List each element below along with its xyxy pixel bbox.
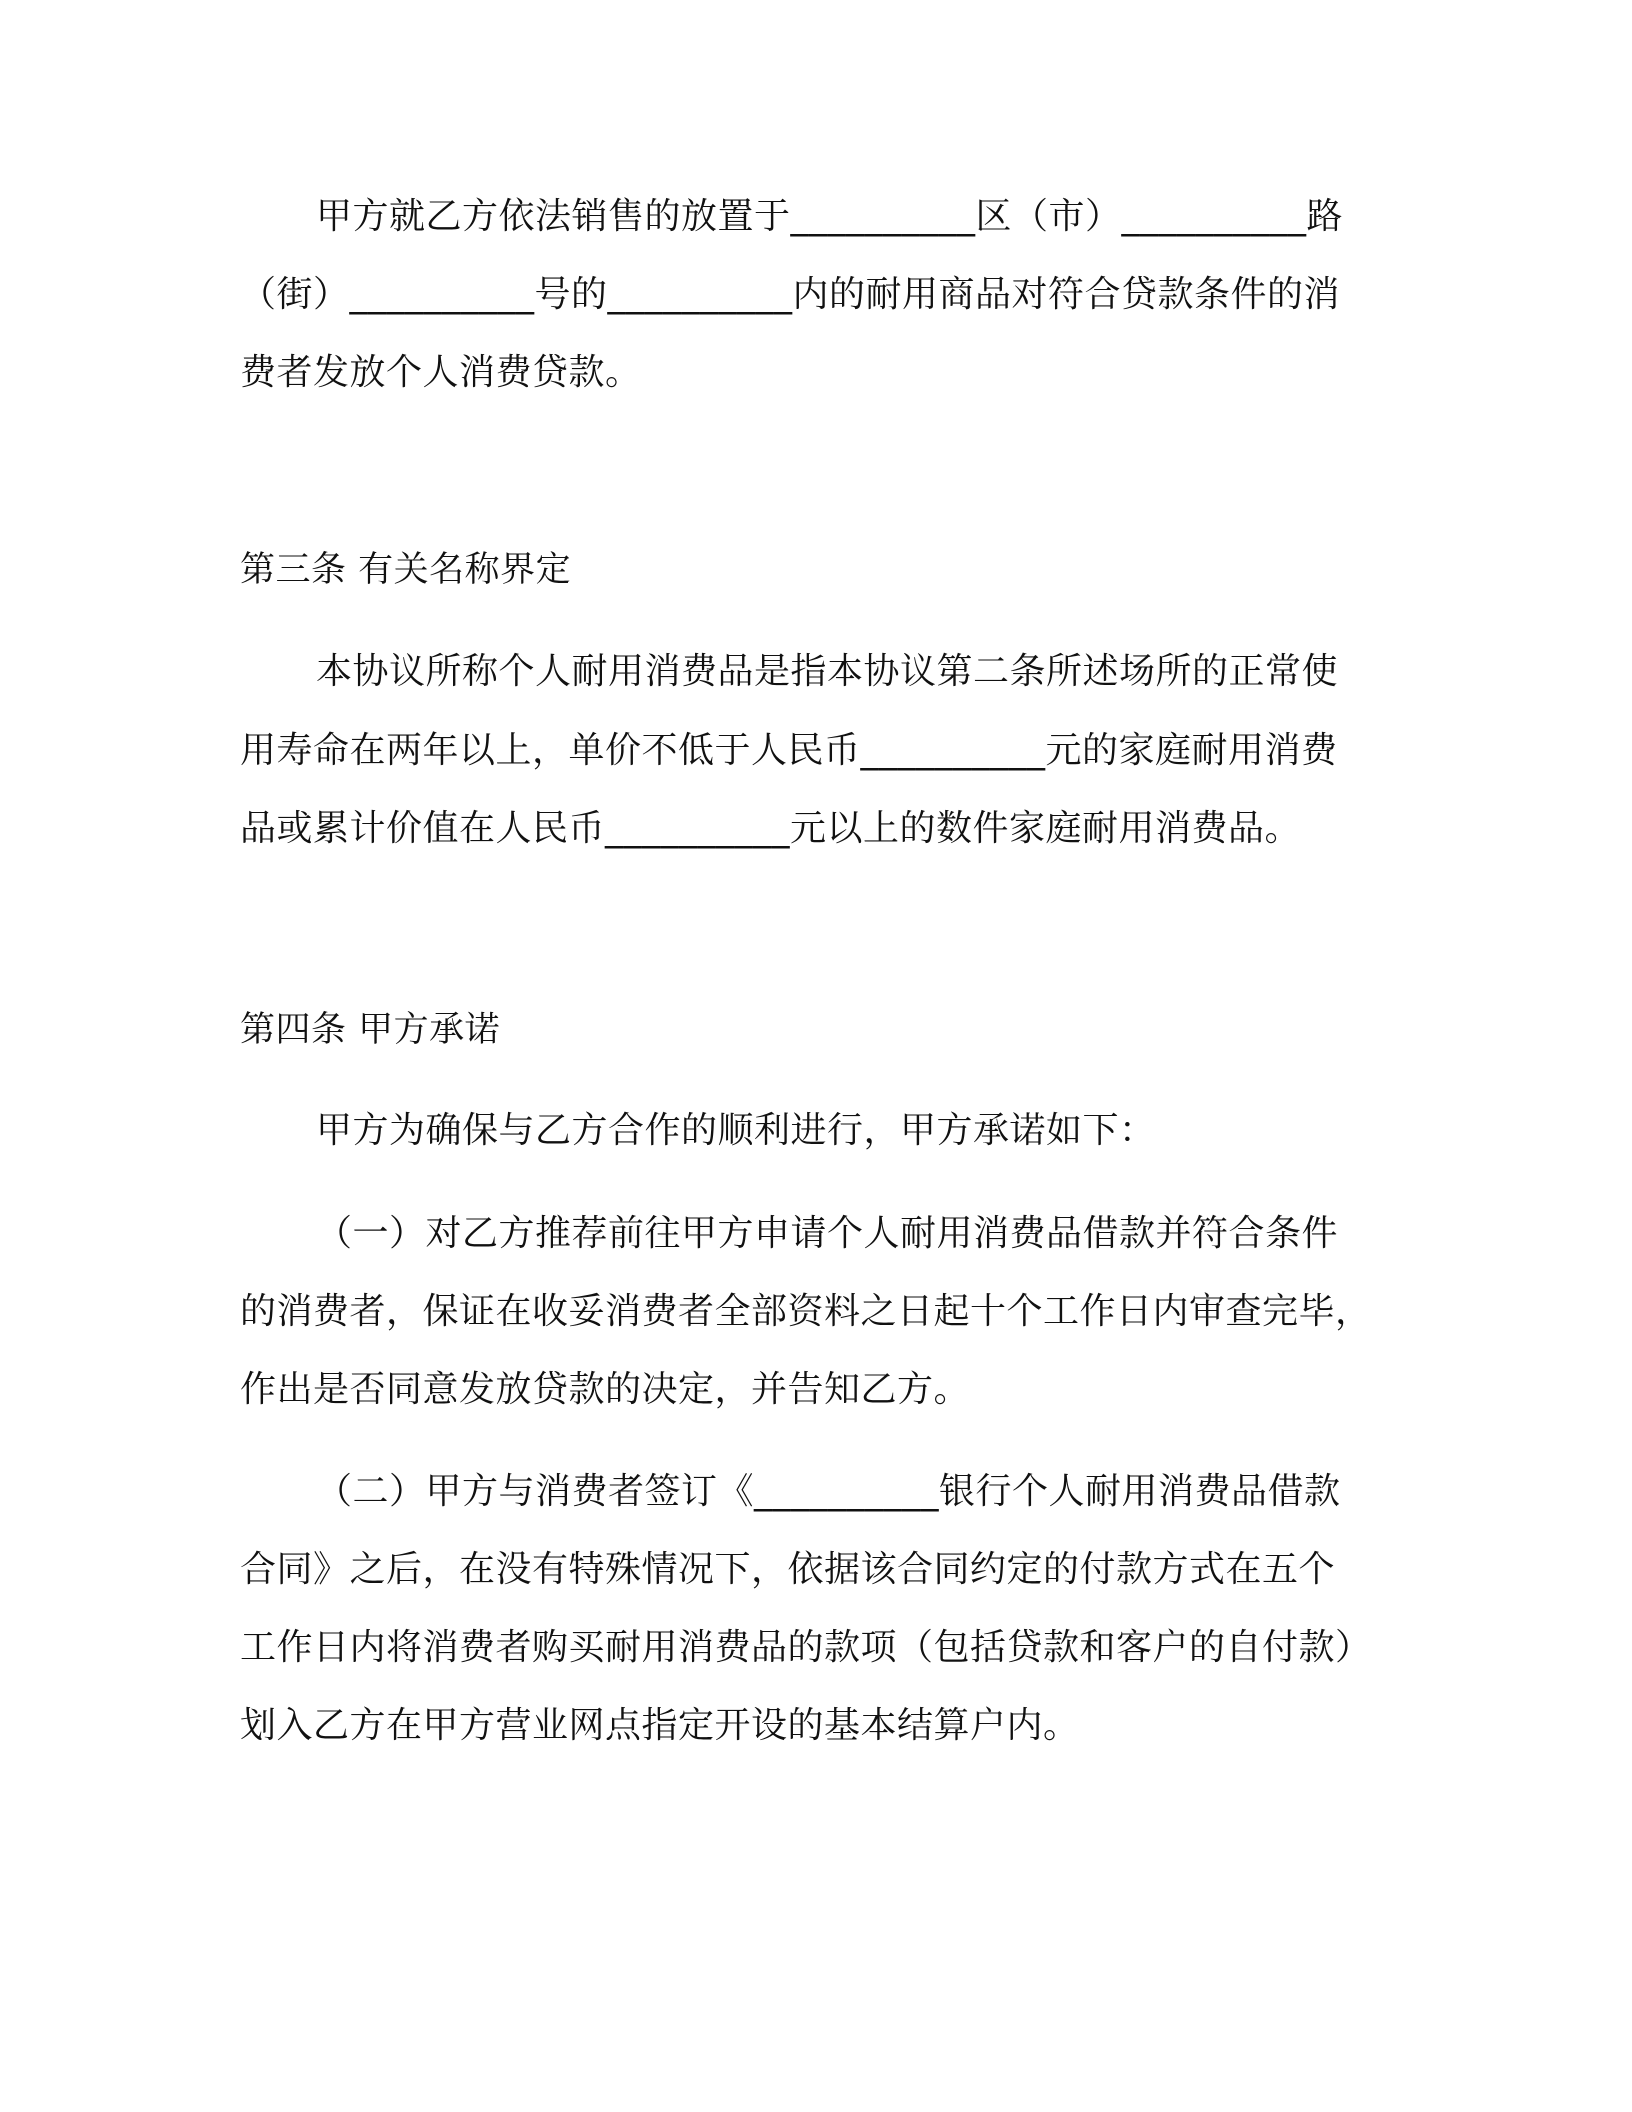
item1-line-3: 作出是否同意发放贷款的决定，并告知乙方。 (240, 1369, 971, 1410)
item2-line-3: 工作日内将消费者购买耐用消费品的款项（包括贷款和客户的自付款） (240, 1627, 1372, 1668)
article3-line-1: 本协议所称个人耐用消费品是指本协议第二条所述场所的正常使 (316, 651, 1339, 692)
item2-line-2: 合同》之后，在没有特殊情况下，依据该合同约定的付款方式在五个 (240, 1549, 1336, 1590)
scope-line-2: （街）__________号的__________内的耐用商品对符合贷款条件的消 (240, 274, 1341, 315)
item1-line-1: （一）对乙方推荐前往甲方申请个人耐用消费品借款并符合条件 (316, 1213, 1339, 1254)
article4-title: 第四条 甲方承诺 (240, 1010, 501, 1050)
article3-title: 第三条 有关名称界定 (240, 550, 572, 590)
item1-line-2: 的消费者，保证在收妥消费者全部资料之日起十个工作日内审查完毕， (240, 1291, 1372, 1332)
article4-intro: 甲方为确保与乙方合作的顺利进行，甲方承诺如下： (316, 1110, 1156, 1151)
item2-line-1: （二）甲方与消费者签订《__________银行个人耐用消费品借款 (316, 1471, 1341, 1512)
scope-line-1: 甲方就乙方依法销售的放置于__________区（市）__________路 (316, 196, 1344, 237)
article3-line-2: 用寿命在两年以上，单价不低于人民币__________元的家庭耐用消费 (240, 730, 1338, 771)
scope-line-3: 费者发放个人消费贷款。 (240, 352, 642, 393)
article3-line-3: 品或累计价值在人民币__________元以上的数件家庭耐用消费品。 (240, 808, 1302, 849)
item2-line-4: 划入乙方在甲方营业网点指定开设的基本结算户内。 (240, 1705, 1080, 1746)
